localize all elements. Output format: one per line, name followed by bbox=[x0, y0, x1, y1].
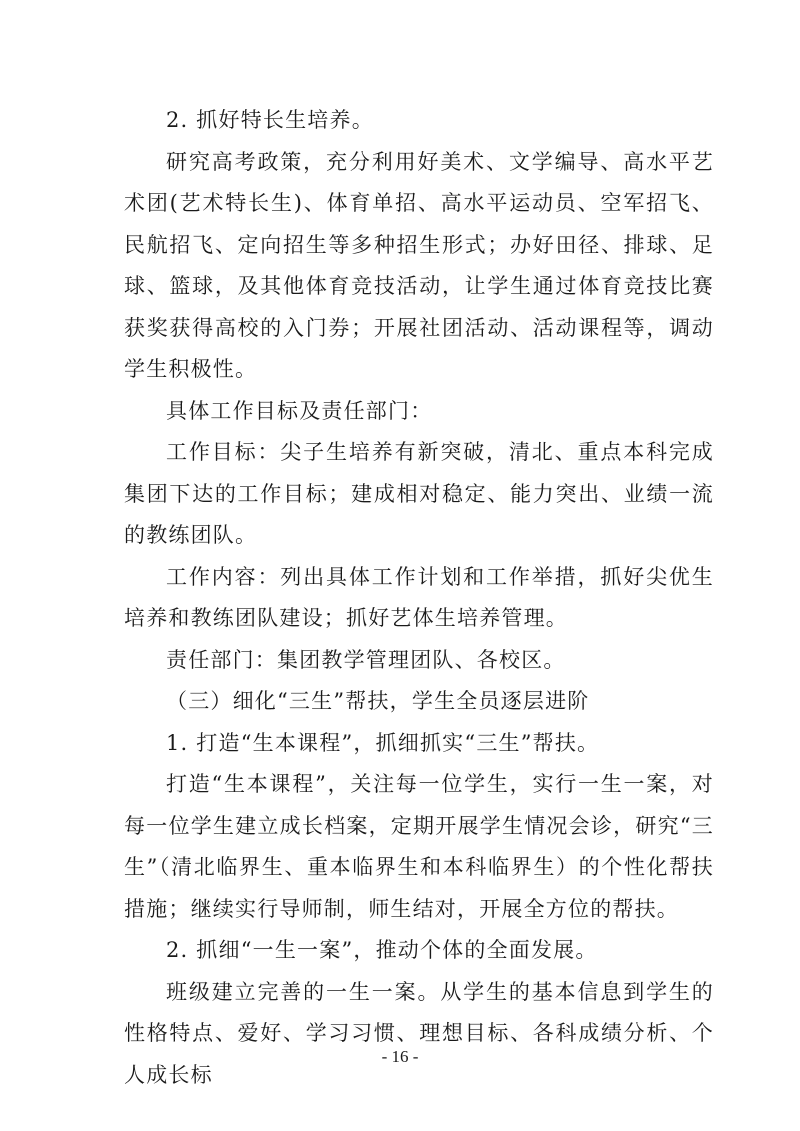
paragraph-responsible-departments: 责任部门：集团教学管理团队、各校区。 bbox=[166, 647, 566, 672]
section-heading-three-students: （三）细化“三生”帮扶，学生全员逐层进阶 bbox=[166, 689, 590, 713]
page-number: - 16 - bbox=[381, 1047, 419, 1066]
paragraph-goals-intro: 具体工作目标及责任部门： bbox=[166, 398, 433, 423]
subheading-student-course: 1. 打造“生本课程”，抓细抓实“三生”帮扶。 bbox=[166, 730, 600, 755]
paragraph-work-content: 工作内容：列出具体工作计划和工作举措，抓好尖优生培养和教练团队建设；抓好艺体生培养管理。 bbox=[124, 564, 714, 630]
paragraph-student-course: 打造“生本课程”，关注每一位学生，实行一生一案，对每一位学生建立成长档案，定期开展学生情况会诊，研究“三生”（清北临界生、重本临界生和本科临界生）的个性化帮扶措施；继续实行导师制，师生结对，开展全方位的帮扶。 bbox=[124, 772, 714, 921]
paragraph-specialty-policy: 研究高考政策，充分利用好美术、文学编导、高水平艺术团(艺术特长生)、体育单招、高水平运动员、空军招飞、民航招飞、定向招生等多种招生形式；办好田径、排球、足球、篮球，及其他体育竞技活动，让学生通过体育竞技比赛获奖获得高校的入门券；开展社团活动、活动课程等，调动学生积极性。 bbox=[124, 149, 714, 381]
section-heading-specialty-students: 2. 抓好特长生培养。 bbox=[166, 108, 374, 132]
document-body bbox=[124, 100, 714, 1096]
paragraph-work-goals: 工作目标：尖子生培养有新突破，清北、重点本科完成集团下达的工作目标；建成相对稳定、能力突出、业绩一流的教练团队。 bbox=[124, 440, 714, 547]
paragraph-one-student-one-plan: 班级建立完善的一生一案。从学生的基本信息到学生的性格特点、爱好、学习习惯、理想目标、各科成绩分析、个人成长标 bbox=[124, 979, 714, 1087]
subheading-one-student-one-plan: 2. 抓细“一生一案”，推动个体的全面发展。 bbox=[166, 938, 598, 962]
